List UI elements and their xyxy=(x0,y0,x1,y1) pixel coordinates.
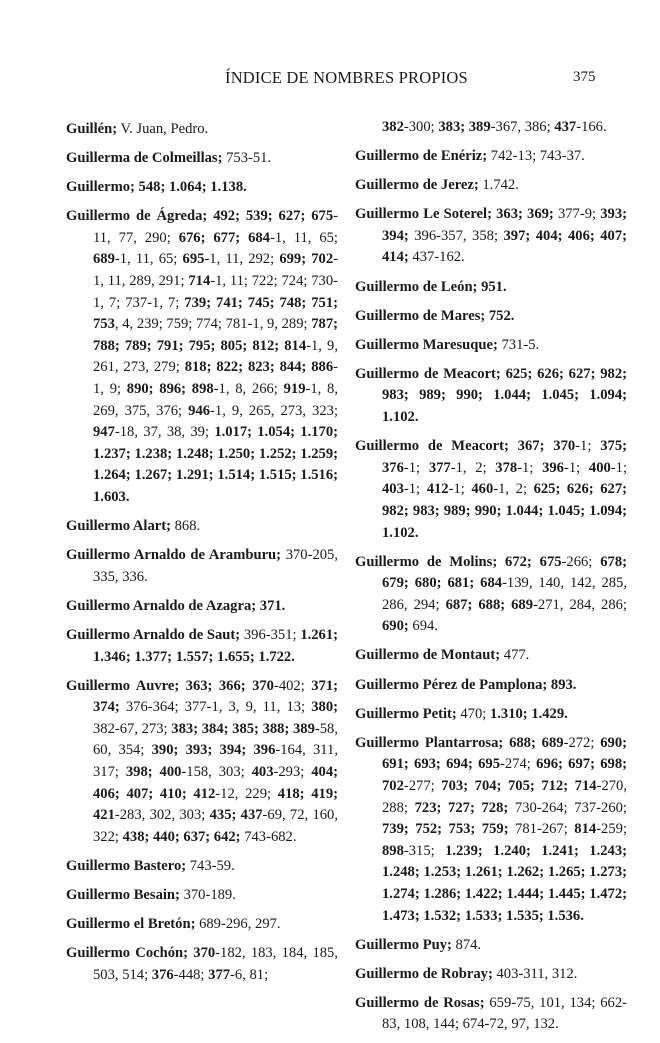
page-refs: -402; xyxy=(273,677,312,694)
page-refs: -367, 386; xyxy=(490,119,555,135)
page-refs: 672; 675 xyxy=(497,553,562,570)
page-refs: 919 xyxy=(283,381,306,398)
page-refs: -158, 303; xyxy=(181,764,252,781)
entry-name: Guillermo de Robray; xyxy=(355,965,493,982)
entry-name: Guillermo de Meacort; xyxy=(355,438,509,455)
page-refs: 743-59. xyxy=(186,857,235,874)
entry-name: Guillermo Auvre; xyxy=(66,677,180,694)
page-refs: 699; 702 xyxy=(279,251,334,268)
page-refs: -259; xyxy=(596,821,627,838)
page-refs: 893. xyxy=(547,676,577,693)
page-refs: 377 xyxy=(208,966,231,983)
entry-name: Guillermo de Meacort; xyxy=(355,365,501,382)
index-entry xyxy=(66,148,338,170)
index-entry xyxy=(66,206,338,508)
page-refs: -448; xyxy=(173,966,209,983)
index-entry xyxy=(355,704,627,726)
page-refs: 460 xyxy=(471,481,494,498)
page-refs: 371. xyxy=(256,597,286,614)
page-refs: 730-264; 737-260; xyxy=(508,799,627,816)
page-refs: 412 xyxy=(426,481,449,498)
entry-name: Guillermo Arnaldo de Azagra; xyxy=(66,597,257,614)
index-entry xyxy=(66,885,338,907)
entry-name: Guillermo; xyxy=(66,179,135,196)
page-refs: 694. xyxy=(408,618,438,635)
page-refs: 367; 370 xyxy=(508,438,576,455)
page-refs: -11, 77, 290; xyxy=(93,208,338,246)
page-refs: -1; xyxy=(403,481,427,498)
page-refs: -1; xyxy=(403,459,429,476)
page-refs: 403 xyxy=(382,481,404,498)
page-refs: 377-9; xyxy=(553,206,601,223)
page-refs: -1, 9, 261, 273, 279; xyxy=(93,337,338,376)
index-entry xyxy=(66,119,338,141)
page-refs: 752. xyxy=(485,307,515,324)
page-refs: 418; 419; 421 xyxy=(93,785,338,824)
entry-name: Guillermo Le Soterel; xyxy=(355,206,492,223)
page-refs: -293; xyxy=(273,764,312,781)
page-refs: -182, 183, 184, 185, 503, 514; xyxy=(93,945,338,983)
page-refs: 393; 394; xyxy=(382,206,627,244)
page-refs: 678; 679; 680; 681; 684 xyxy=(382,553,627,592)
page-refs: -1; xyxy=(517,459,543,476)
page-refs: 396-357, 358; xyxy=(408,227,504,244)
page-refs: 376 xyxy=(151,966,174,983)
page-refs: 890; 896; 898 xyxy=(126,381,214,398)
page-refs: -1, 11; 722; 724; 730-1, 7; 737-1, 7; xyxy=(93,273,338,311)
entry-name: Guillermo de Molins; xyxy=(355,553,498,570)
page-refs: 689-296, 297. xyxy=(195,916,281,933)
index-entry xyxy=(66,545,338,588)
entry-name: Guillermo de Rosas; xyxy=(355,994,485,1011)
page-refs: 723; 727; 728; xyxy=(414,799,509,816)
entry-name: Guillermo el Bretón; xyxy=(66,916,196,933)
page-refs: 390; 393; 394; 396 xyxy=(151,742,276,759)
page-refs: 382-67, 273; xyxy=(93,720,172,737)
index-entry xyxy=(355,964,627,986)
index-column-right xyxy=(355,117,627,1043)
page-refs: 363; 369; xyxy=(491,206,554,223)
entry-name: Guillermo Plantarrosa; xyxy=(355,734,504,751)
page-refs: -1, 11, 65; xyxy=(114,251,183,268)
page-refs: -69, 72, 160, 322; xyxy=(93,807,338,845)
page-refs: 818; 822; 823; 844; 886 xyxy=(184,359,334,376)
entry-name: Guillermo Cochón; xyxy=(66,945,189,962)
index-entry xyxy=(66,177,338,199)
page-refs: 397; 404; 406; 407; 414; xyxy=(382,227,627,266)
page-refs: -164, 311, 317; xyxy=(93,742,338,781)
running-header xyxy=(0,68,660,92)
page-refs: 1.310; 1.429. xyxy=(489,705,568,722)
page-refs: 874. xyxy=(451,936,482,953)
page-refs: , 4, 239; 759; 774; 781-1, 9, 289; xyxy=(114,316,312,333)
page-refs: 696; 697; 698; 702 xyxy=(382,756,627,794)
page-refs: 437 xyxy=(554,119,577,135)
page-refs: 398; 400 xyxy=(125,764,182,781)
entry-name: Guillermo Alart; xyxy=(66,518,171,535)
entry-name: Guillermo Pérez de Pamplona; xyxy=(355,676,548,693)
page-refs: 376-364; 377-1, 3, 9, 11, 13; xyxy=(119,699,312,716)
page-refs: -1, 9, 265, 273, 323; xyxy=(210,402,338,419)
page-refs: -1; xyxy=(448,481,472,498)
page-refs: -58, 60, 354; xyxy=(93,720,338,759)
page-refs: -1, 11, 289, 291; xyxy=(93,251,338,290)
page-refs: 1.742. xyxy=(478,177,519,194)
page-refs: -1; xyxy=(563,459,589,476)
page-refs: 403 xyxy=(251,764,274,781)
index-entry xyxy=(355,204,627,269)
page-refs: 689 xyxy=(93,251,115,268)
index-entry xyxy=(355,306,627,328)
page-refs: 438; 440; 637; 642; xyxy=(122,828,241,845)
page-refs: 687; 688; 689 xyxy=(445,596,534,613)
index-entry xyxy=(66,516,338,538)
entry-name: Guillén; xyxy=(66,121,118,137)
index-entry xyxy=(355,552,627,638)
index-column-left xyxy=(66,119,338,994)
page-refs: 477. xyxy=(500,647,530,664)
page-refs: -166. xyxy=(576,119,607,135)
index-entry xyxy=(66,914,338,936)
page-refs: 548; 1.064; 1.138. xyxy=(134,179,247,196)
page-refs: -1; xyxy=(575,438,601,455)
index-entry xyxy=(66,856,338,878)
page-refs: 370-205, 335, 336. xyxy=(93,547,338,585)
page-refs: 403-311, 312. xyxy=(492,965,578,982)
index-entry xyxy=(66,943,338,986)
index-entry xyxy=(355,146,627,168)
entry-name: Guillermo de Enériz; xyxy=(355,148,488,165)
page-refs: -18, 37, 38, 39; xyxy=(114,424,215,441)
index-entry xyxy=(355,935,627,957)
page-refs: 404; 406; 407; 410; 412 xyxy=(93,764,338,802)
index-entry xyxy=(66,596,338,618)
page-refs: 814 xyxy=(574,821,597,838)
index-entry xyxy=(355,277,627,299)
page-refs: V. Juan, Pedro. xyxy=(117,121,209,137)
index-entry xyxy=(66,676,338,849)
page-refs: 743-682. xyxy=(240,828,297,845)
page-refs: 371; 374; xyxy=(93,677,338,716)
page-refs: 688; 689 xyxy=(503,734,564,751)
entry-name: Guillermo Besain; xyxy=(66,887,180,903)
page-refs: 690; xyxy=(382,618,409,635)
page-number: 375 xyxy=(573,69,596,85)
entry-name: Guillerma de Colmeillas; xyxy=(66,150,223,167)
page-refs: 1.017; 1.054; 1.170; 1.237; 1.238; 1.248; 1.250; 1.252; 1.259; 1.264; 1.267; 1.291; 1.514; 1.515; 1.516; 1.603. xyxy=(93,424,338,505)
page-refs: 1.239; 1.240; 1.241; 1.243; 1.248; 1.253; 1.261; 1.262; 1.265; 1.273; 1.274; 1.286; 1.422; 1.444; 1.445; 1.472; 1.473; 1.532; 1.533; 1.535; 1.536. xyxy=(382,842,627,924)
entry-name: Guillermo Arnaldo de Aramburu; xyxy=(66,547,282,564)
page-refs: 396 xyxy=(542,459,564,476)
page-refs: 625; 626; 627; 982; 983; 989; 990; 1.044; 1.045; 1.094; 1.102. xyxy=(382,365,627,426)
page-refs: 695 xyxy=(182,251,205,268)
index-entry xyxy=(66,625,338,668)
page-refs: 470; xyxy=(456,705,490,722)
entry-name: Guillermo de León; xyxy=(355,278,478,295)
page-refs: 383; 384; 385; 388; 389 xyxy=(171,720,315,737)
page-refs: 382 xyxy=(382,119,404,135)
page-refs: -315; xyxy=(403,842,446,859)
page-refs: -277; xyxy=(403,777,442,794)
page-refs: 435; 437 xyxy=(209,807,263,824)
page-refs: -272; xyxy=(563,734,601,751)
index-entry xyxy=(355,335,627,357)
page-refs: 377 xyxy=(428,459,451,476)
page-refs: -1, 2; xyxy=(493,481,534,498)
page-refs: -12, 229; xyxy=(215,785,278,802)
page-refs: -271, 284, 286; xyxy=(533,596,627,613)
entry-name: Guillermo de Montaut; xyxy=(355,647,501,664)
page-refs: 946 xyxy=(188,402,211,419)
page-refs: 947 xyxy=(93,424,115,441)
page-refs: -300; xyxy=(403,119,439,135)
entry-name: Guillermo de Mares; xyxy=(355,307,486,324)
index-entry-continuation xyxy=(355,117,627,139)
page-refs: 753-51. xyxy=(222,150,272,167)
page-refs: 492; 539; 627; 675 xyxy=(207,208,334,225)
index-entry xyxy=(355,645,627,667)
entry-name: Guillermo Puy; xyxy=(355,936,452,953)
page-refs: -270, 288; xyxy=(382,777,627,816)
page-refs: 383; 389 xyxy=(438,119,491,135)
page-refs: 370-189. xyxy=(179,887,236,903)
entry-name: Guillermo Maresuque; xyxy=(355,336,498,353)
page-refs: 739; 752; 753; 759; xyxy=(382,821,509,838)
page-refs: -283, 302, 303; xyxy=(114,807,210,824)
page-refs: 625; 626; 627; 982; 983; 989; 990; 1.044; 1.045; 1.094; 1.102. xyxy=(382,481,627,541)
page-refs: 370 xyxy=(188,945,216,962)
page-refs: 739; 741; 745; 748; 751; 753 xyxy=(93,294,338,333)
page-refs: 380; xyxy=(311,699,338,716)
page-refs: 781-267; xyxy=(508,821,575,838)
page-refs: -266; xyxy=(561,553,601,570)
page-refs: 1.261; 1.346; 1.377; 1.557; 1.655; 1.722. xyxy=(93,626,339,665)
page-refs: 787; 788; 789; 791; 795; 805; 812; 814 xyxy=(93,316,338,354)
page-refs: 378 xyxy=(495,459,518,476)
page-refs: -274; xyxy=(500,756,537,773)
index-entry xyxy=(355,175,627,197)
index-entry xyxy=(355,364,627,429)
entry-name: Guillermo de Ágreda; xyxy=(66,208,208,225)
page-refs: 396-351; xyxy=(240,626,301,643)
page-refs: -1, 11, 65; xyxy=(269,229,338,246)
page-refs: 868. xyxy=(170,518,201,535)
page-refs: 703; 704; 705; 712; 714 xyxy=(441,777,597,794)
page-refs: 659-75, 101, 134; 662-83, 108, 144; 674-72, 97, 132. xyxy=(382,994,627,1033)
page-refs: -1, 9; xyxy=(93,359,338,398)
page-refs: -1, 2; xyxy=(450,459,496,476)
index-entry xyxy=(355,993,627,1036)
page-refs: 363; 366; 370 xyxy=(179,677,274,694)
page-refs: 731-5. xyxy=(497,336,540,353)
page-refs: 951. xyxy=(477,278,507,295)
running-title: ÍNDICE DE NOMBRES PROPIOS xyxy=(225,68,468,87)
page-refs: 400 xyxy=(588,459,611,476)
page-refs: -1, 8, 269, 375, 376; xyxy=(93,381,338,419)
page-refs: 437-162. xyxy=(408,249,465,266)
page-refs: 742-13; 743-37. xyxy=(487,148,585,165)
page-refs: -1, 8, 266; xyxy=(213,381,284,398)
entry-name: Guillermo Petit; xyxy=(355,705,457,722)
entry-name: Guillermo de Jerez; xyxy=(355,177,479,194)
entry-name: Guillermo Arnaldo de Saut; xyxy=(66,626,241,643)
index-entry xyxy=(355,436,627,544)
page-refs: 714 xyxy=(188,273,211,290)
page-refs: 898 xyxy=(382,842,404,859)
index-entry xyxy=(355,675,627,697)
page-refs: 690; 691; 693; 694; 695 xyxy=(382,734,627,773)
entry-name: Guillermo Bastero; xyxy=(66,857,187,874)
page-refs: 375; 376 xyxy=(382,438,627,476)
page-refs: -1, 11, 292; xyxy=(204,251,280,268)
page-refs: -139, 140, 142, 285, 286, 294; xyxy=(382,575,627,613)
page-refs: -6, 81; xyxy=(230,966,269,983)
index-entry xyxy=(355,733,627,927)
page-refs: -1; xyxy=(610,459,627,476)
page-refs: 676; 677; 684 xyxy=(178,229,270,246)
